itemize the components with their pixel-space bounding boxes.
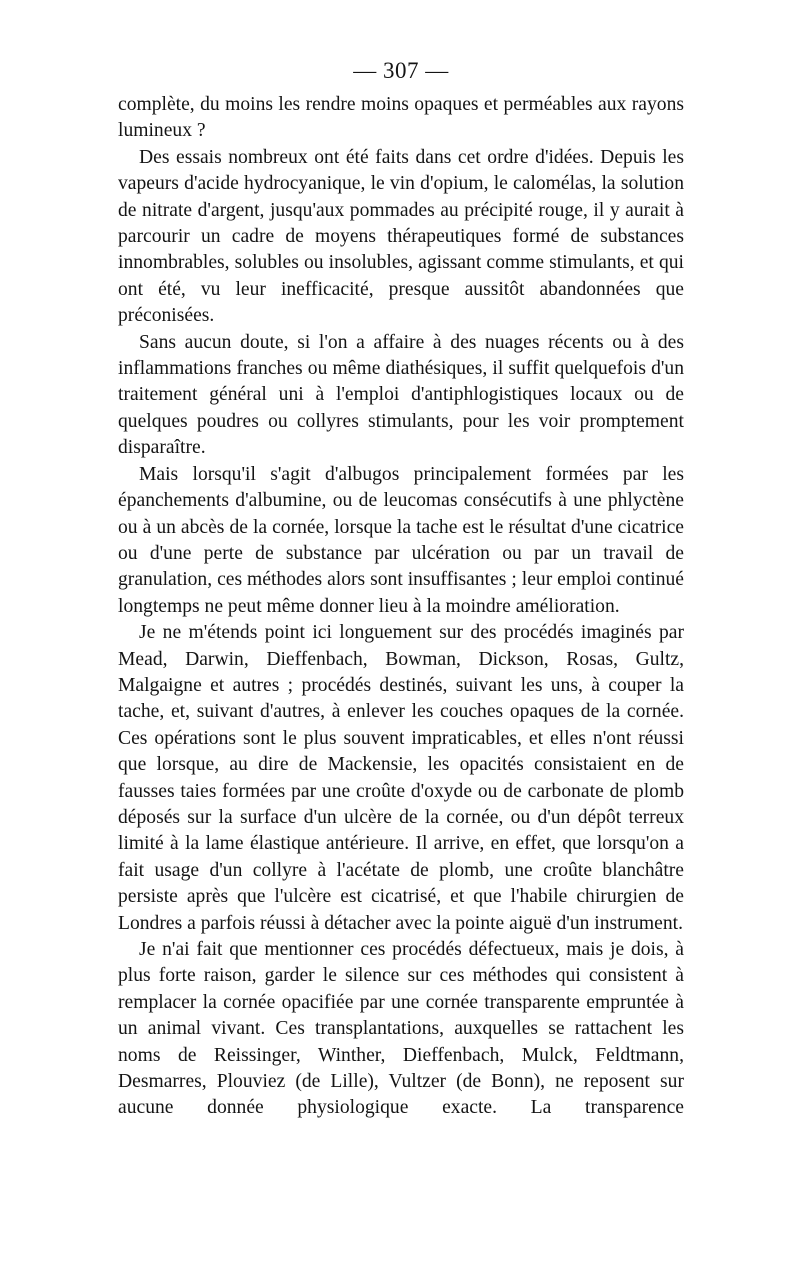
page-number: — 307 —: [353, 58, 449, 83]
paragraph-continuation: complète, du moins les rendre moins opaques et perméables aux rayons lumineux ?: [118, 94, 684, 142]
paragraph-essais: Des essais nombreux ont été faits dans cet ordre d'idées. Depuis les vapeurs d'acide hydrocyanique, le vin d'opium, le calomélas, la solution de nitrate d'argent, jusqu'aux pommades au précipité rouge, il y aurait à parcourir un cadre de moyens thérapeutiques formé de substances innombrables, solubles ou insolubles, agissant comme stimulants, et qui ont été, vu leur inefficacité, presque aussitôt abandonnées que préconisées.: [118, 146, 684, 327]
paragraph-procedes: Je ne m'étends point ici longuement sur des procédés imaginés par Mead, Darwin, Dieffenbach, Bowman, Dickson, Rosas, Gultz, Malgaigne et autres ; procédés destinés, suivant les uns, à couper la tache, et, suivant d'autres, à enlever les couches opaques de la cornée. Ces opérations sont le plus souvent impraticables, et elles n'ont réussi que lorsque, au dire de Mackensie, les opacités consistaient en de fausses taies formées par une croûte d'oxyde ou de carbonate de plomb déposés sur la surface d'un ulcère de la cornée, ou d'un dépôt terreux limité à la lame élastique antérieure. Il arrive, en effet, que lorsqu'on a fait usage d'un collyre à l'acétate de plomb, une croûte blanchâtre persiste après que l'ulcère est cicatrisé, et que l'habile chirurgien de Londres a parfois réussi à détacher avec la pointe aiguë d'un instrument.: [118, 622, 684, 934]
book-page: [118, 56, 684, 1122]
body-text: [118, 92, 684, 1122]
paragraph-transplantations: Je n'ai fait que mentionner ces procédés défectueux, mais je dois, à plus forte raison, garder le silence sur ces méthodes qui consistent à remplacer la cornée opacifiée par une cornée transparente empruntée à un animal vivant. Ces transplantations, auxquelles se rattachent les noms de Reissinger, Winther, Dieffenbach, Mulck, Feldtmann, Desmarres, Plouviez (de Lille), Vultzer (de Bonn), ne reposent sur aucune donnée physiologique exacte. La transparence: [118, 939, 684, 1119]
paragraph-nuages: Sans aucun doute, si l'on a affaire à des nuages récents ou à des inflammations franches ou même diathésiques, il suffit quelquefois d'un traitement général uni à l'emploi d'antiphlogistiques locaux ou de quelques poudres ou collyres stimulants, pour les voir promptement disparaître.: [118, 331, 684, 459]
paragraph-albugos: Mais lorsqu'il s'agit d'albugos principalement formées par les épanchements d'albumine, ou de leucomas consécutifs à une phlyctène ou à un abcès de la cornée, lorsque la tache est le résultat d'une cicatrice ou d'une perte de substance par ulcération ou par un travail de granulation, ces méthodes alors sont insuffisantes ; leur emploi continué longtemps ne peut même donner lieu à la moindre amélioration.: [118, 463, 684, 617]
